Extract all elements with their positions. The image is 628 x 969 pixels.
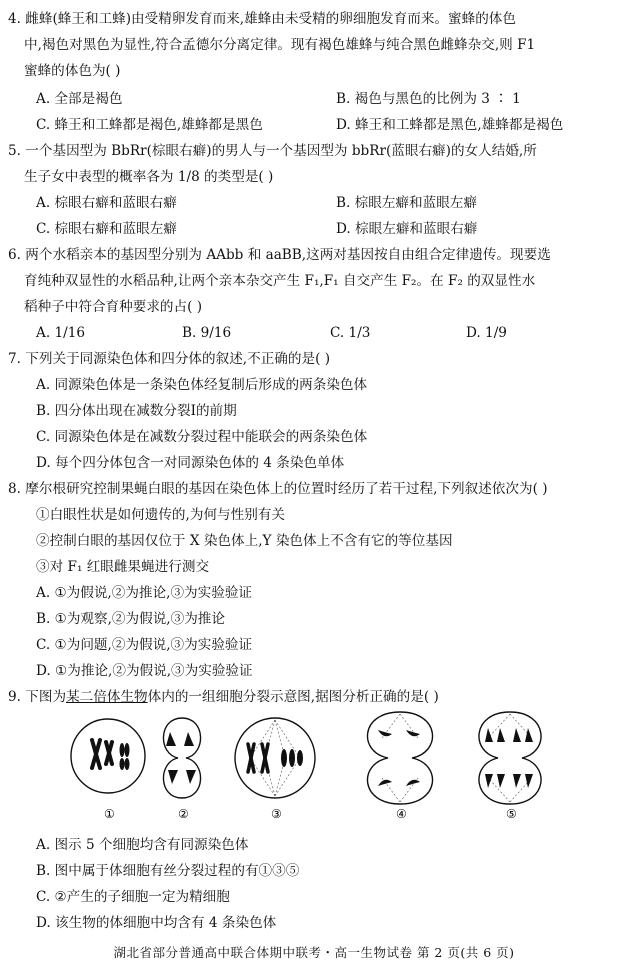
q6-option-c: C. 1/3 (330, 325, 371, 341)
q7-option-a: A. 同源染色体是一条染色体经复制后形成的两条染色体 (36, 377, 368, 393)
cell-3-label: ③ (271, 807, 282, 821)
q4-stem-line-2: 中,褐色对黑色为显性,符合孟德尔分离定律。现有褐色雄蜂与纯合黑色雌蜂杂交,则 F1 (24, 37, 536, 53)
q9-stem-pre: 9. 下图为 (8, 689, 67, 705)
q6-stem-line-2: 育纯种双显性的水稻品种,让两个亲本杂交产生 F₁,F₁ 自交产生 F₂。在 F₂ 的双显性水 (24, 273, 536, 289)
q8-option-b: B. ①为观察,②为假说,③为推论 (36, 611, 225, 627)
q5-stem-line-2: 生子女中表型的概率各为 1/8 的类型是( ) (24, 169, 274, 185)
q5-option-a: A. 棕眼右癖和蓝眼右癖 (36, 195, 177, 211)
q9-stem-underlined: 某二倍体生物 (66, 689, 148, 705)
q4-option-a: A. 全部是褐色 (36, 91, 123, 107)
q7-option-b: B. 四分体出现在减数分裂Ⅰ的前期 (36, 403, 237, 419)
q9-option-b: B. 图中属于体细胞有丝分裂过程的有①③⑤ (36, 863, 300, 879)
q5-option-d: D. 棕眼左癖和蓝眼右癖 (336, 221, 478, 237)
q4-option-d: D. 蜂王和工蜂都是黑色,雄蜂都是褐色 (336, 117, 564, 133)
q9-option-c: C. ②产生的子细胞一定为精细胞 (36, 889, 230, 905)
q6-stem-line-1: 6. 两个水稻亲本的基因型分别为 AAbb 和 aaBB,这两对基因按自由组合定律遗传。现要选 (8, 247, 551, 263)
q8-option-d: D. ①为推论,②为假说,③为实验验证 (36, 663, 253, 679)
q9-stem (8, 688, 439, 706)
q7-option-d: D. 每个四分体包含一对同源染色体的 4 条染色单体 (36, 455, 345, 471)
q5-option-c: C. 棕眼右癖和蓝眼左癖 (36, 221, 177, 237)
cell-1-label: ① (104, 807, 115, 821)
q8-option-a: A. ①为假说,②为推论,③为实验验证 (36, 585, 253, 601)
q8-item-2: ②控制白眼的基因仅位于 X 染色体上,Y 染色体上不含有它的等位基因 (36, 533, 453, 549)
q9-stem-post: 体内的一组细胞分裂示意图,据图分析正确的是( ) (147, 689, 439, 705)
cell-4 (367, 712, 432, 821)
q5-option-b: B. 棕眼左癖和蓝眼左癖 (336, 195, 477, 211)
cell-2 (163, 718, 200, 821)
cell-5-label: ⑤ (506, 807, 517, 821)
q9-option-a: A. 图示 5 个细胞均含有同源染色体 (36, 837, 249, 853)
cell-1 (71, 719, 145, 821)
cell-4-label: ④ (396, 807, 407, 821)
q6-option-b: B. 9/16 (182, 325, 232, 341)
q8-item-3: ③对 F₁ 红眼雌果蝇进行测交 (36, 559, 210, 575)
q8-item-1: ①白眼性状是如何遗传的,为何与性别有关 (36, 507, 286, 523)
cell-division-figure (70, 706, 570, 826)
q5-stem-line-1: 5. 一个基因型为 BbRr(棕眼右癖)的男人与一个基因型为 bbRr(蓝眼右癖)的女人结婚,所 (8, 143, 537, 159)
q6-option-d: D. 1/9 (466, 325, 507, 341)
cell-3 (235, 718, 315, 821)
q8-stem: 8. 摩尔根研究控制果蝇白眼的基因在染色体上的位置时经历了若干过程,下列叙述依次为( ) (8, 481, 548, 497)
q9-option-d: D. 该生物的体细胞中均含有 4 条染色体 (36, 915, 277, 931)
q6-option-a: A. 1/16 (36, 325, 85, 341)
q4-stem-line-1: 4. 雌蜂(蜂王和工蜂)由受精卵发育而来,雄蜂由未受精的卵细胞发育而来。蜜蜂的体色 (8, 11, 516, 27)
q8-option-c: C. ①为问题,②为假说,③为实验验证 (36, 637, 253, 653)
q6-stem-line-3: 稻种子中符合育种要求的占( ) (24, 299, 203, 315)
cell-division-svg (70, 706, 570, 826)
q7-stem: 7. 下列关于同源染色体和四分体的叙述,不正确的是( ) (8, 351, 331, 367)
page-footer: 湖北省部分普通高中联合体期中联考・高一生物试卷 第 2 页(共 6 页) (113, 945, 515, 960)
q4-option-c: C. 蜂王和工蜂都是褐色,雄蜂都是黑色 (36, 117, 263, 133)
q4-option-b: B. 褐色与黑色的比例为 3 ∶ 1 (336, 91, 521, 107)
q4-stem-line-3: 蜜蜂的体色为( ) (24, 63, 121, 79)
q7-option-c: C. 同源染色体是在减数分裂过程中能联会的两条染色体 (36, 429, 368, 445)
cell-2-label: ② (178, 807, 189, 821)
cell-5 (479, 712, 541, 821)
